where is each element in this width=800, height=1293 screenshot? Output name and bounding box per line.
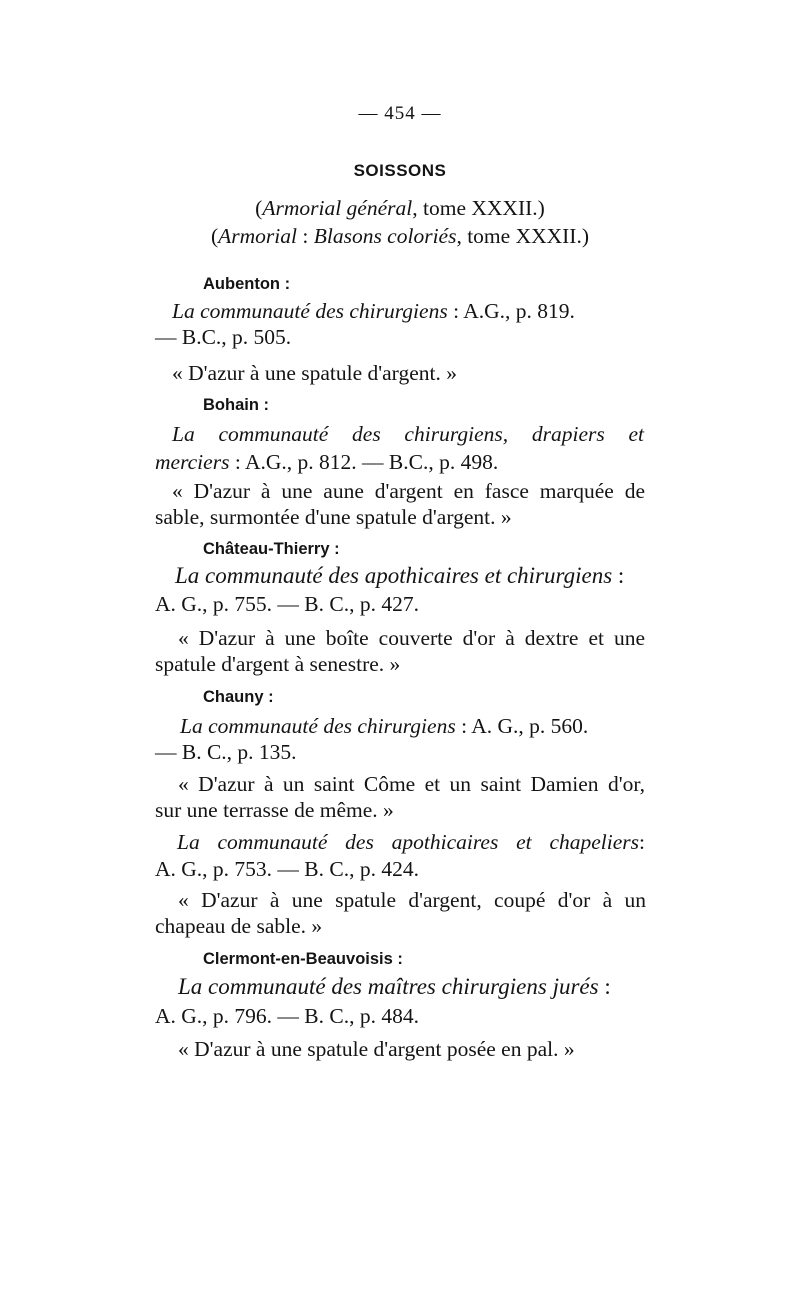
- citation: : A. G., p. 560.: [455, 714, 589, 738]
- reference-detail: , tome XXXII.): [412, 196, 545, 220]
- blazon-line: « D'azur à une spatule d'argent. »: [172, 361, 457, 385]
- community-name: La communauté des maîtres chirurgiens jurés: [178, 974, 599, 999]
- town-heading-clermont-en-beauvoisis: Clermont-en-Beauvoisis :: [203, 950, 403, 968]
- reference-line-2: (Armorial : Blasons coloriés, tome XXXII.): [210, 224, 590, 248]
- entry-line: [175, 563, 624, 589]
- blazon-line: sable, surmontée d'une spatule d'argent. »: [155, 505, 512, 529]
- blazon-line: spatule d'argent à senestre. »: [155, 652, 401, 676]
- town-heading-aubenton: Aubenton :: [203, 275, 291, 293]
- community-name: La communauté des apothicaires et chapeliers: [177, 830, 640, 854]
- citation-line: A. G., p. 753. — B. C., p. 424.: [155, 857, 419, 881]
- reference-title: Armorial: [218, 224, 297, 248]
- citation: :: [612, 563, 625, 588]
- entry-line: [178, 974, 611, 1000]
- community-name: La communauté des chirurgiens: [172, 299, 448, 323]
- town-heading-chauny: Chauny :: [203, 688, 274, 706]
- citation: : A.G., p. 819.: [447, 299, 575, 323]
- community-name: La communauté des chirurgiens: [180, 714, 456, 738]
- community-name: La communauté des apothicaires et chirurgiens: [175, 563, 613, 588]
- blazon-line: « D'azur à une boîte couverte d'or à dextre et une: [178, 626, 645, 650]
- town-heading-bohain: Bohain :: [203, 396, 269, 414]
- citation-line: — B.C., p. 505.: [155, 325, 292, 349]
- entry-line: [177, 829, 645, 855]
- entry-line: [172, 298, 575, 324]
- reference-separator: :: [296, 224, 314, 248]
- community-name: La communauté des chirurgiens, drapiers et: [172, 422, 644, 446]
- reference-line-1: (Armorial général, tome XXXII.): [255, 196, 545, 220]
- blazon-line: sur une terrasse de même. »: [155, 798, 394, 822]
- blazon-line: « D'azur à une spatule d'argent, coupé d'or à un: [178, 888, 646, 912]
- section-heading: SOISSONS: [353, 161, 447, 180]
- citation-line: A. G., p. 796. — B. C., p. 484.: [155, 1004, 419, 1028]
- community-name: merciers: [155, 450, 230, 474]
- blazon-line: « D'azur à une aune d'argent en fasce marquée de: [172, 479, 645, 503]
- citation-line: A. G., p. 755. — B. C., p. 427.: [155, 592, 419, 616]
- blazon-line: « D'azur à une spatule d'argent posée en pal. »: [178, 1037, 575, 1061]
- reference-subtitle: Blasons coloriés: [313, 224, 457, 248]
- entry-line: [155, 449, 498, 475]
- reference-detail: , tome XXXII.): [456, 224, 590, 248]
- page-number: — 454 —: [358, 103, 442, 124]
- entry-line: [180, 713, 588, 739]
- blazon-line: chapeau de sable. »: [155, 914, 323, 938]
- reference-title: Armorial général: [262, 196, 413, 220]
- citation: : A.G., p. 812. — B.C., p. 498.: [229, 450, 499, 474]
- blazon-line: « D'azur à un saint Côme et un saint Damien d'or,: [178, 772, 645, 796]
- citation: :: [639, 830, 645, 854]
- citation: :: [598, 974, 611, 999]
- town-heading-chateau-thierry: Château-Thierry :: [203, 540, 340, 558]
- citation-line: — B. C., p. 135.: [155, 740, 297, 764]
